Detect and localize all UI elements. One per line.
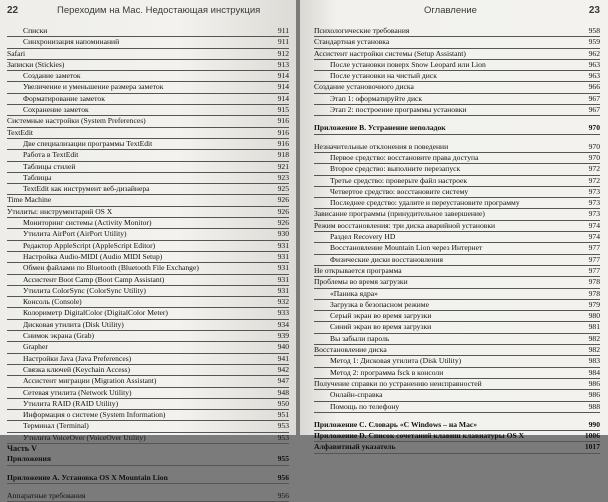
toc-entry-page: 931 — [277, 251, 289, 261]
toc-entry — [7, 297, 289, 308]
toc-entry — [314, 420, 600, 431]
toc-entry-title: Обмен файлами по Bluetooth (Bluetooth File Exchange) — [23, 263, 199, 273]
toc-entry-title: Редактор AppleScript (AppleScript Editor) — [23, 240, 156, 250]
toc-entry-title: TextEdit как инструмент веб-дизайнера — [23, 184, 150, 194]
toc-entry-page: 911 — [277, 26, 289, 35]
toc-entry — [314, 94, 600, 105]
toc-entry-page: 977 — [588, 254, 600, 264]
toc-entry-page: 981 — [588, 322, 600, 332]
toc-entry-title: Приложение А. Установка OS X Mountain Lion — [7, 472, 168, 482]
toc-entry — [7, 491, 289, 502]
toc-entry — [314, 311, 600, 322]
toc-entry-page: 978 — [588, 277, 600, 287]
toc-entry — [7, 308, 289, 319]
toc-entry — [7, 444, 289, 454]
toc-entry-title: Сетевая утилита (Network Utility) — [23, 387, 132, 397]
toc-entry-title: Не открывается программа — [314, 265, 402, 275]
toc-entry-page: 921 — [277, 161, 289, 171]
toc-entry — [7, 466, 289, 473]
toc-entry-title: Мониторинг системы (Activity Monitor) — [23, 218, 152, 228]
toc-right-column — [314, 26, 600, 454]
toc-entry-page: 914 — [277, 82, 289, 92]
toc-entry — [7, 342, 289, 353]
toc-entry-page: 941 — [277, 353, 289, 363]
toc-entry-title: Этап 1: оформатируйте диск — [330, 93, 423, 103]
toc-entry — [7, 388, 289, 399]
toc-entry-title: Часть V — [7, 443, 38, 453]
toc-entry-title: Ассистент Boot Camp (Boot Camp Assistant) — [23, 274, 165, 284]
toc-entry-page: 977 — [588, 243, 600, 253]
toc-entry-page: 973 — [588, 186, 600, 196]
toc-entry-title: Создание установочного диска — [314, 82, 414, 92]
toc-entry-title: Связка ключей (Keychain Access) — [23, 364, 131, 374]
toc-entry-page: 939 — [277, 331, 289, 341]
toc-entry-page: 984 — [588, 367, 600, 377]
toc-entry — [7, 433, 289, 444]
toc-entry — [7, 71, 289, 82]
toc-entry-title: Приложение D. Список сочетаний клавиш клавиатуры OS X — [314, 431, 525, 441]
toc-entry-page: 1017 — [584, 442, 600, 452]
toc-entry — [7, 195, 289, 206]
toc-entry-title: Четвертое средство: восстановите систему — [330, 186, 469, 196]
right-page — [300, 0, 608, 452]
toc-entry-page: 931 — [277, 274, 289, 284]
toc-entry-page: 979 — [588, 299, 600, 309]
toc-entry — [314, 221, 600, 232]
toc-entry-page: 982 — [588, 333, 600, 343]
toc-entry-page: 915 — [277, 105, 289, 115]
toc-entry-page: 956 — [277, 490, 289, 500]
toc-entry — [314, 390, 600, 401]
toc-entry-page: 933 — [277, 308, 289, 318]
toc-entry — [314, 431, 600, 442]
toc-entry — [314, 379, 600, 390]
toc-entry-page: 983 — [588, 356, 600, 366]
toc-entry-page: 926 — [277, 206, 289, 216]
toc-entry — [7, 275, 289, 286]
toc-entry-title: Раздел Recovery HD — [330, 232, 396, 242]
left-page-number: 22 — [7, 5, 19, 16]
toc-entry — [314, 71, 600, 82]
toc-entry — [7, 331, 289, 342]
toc-entry-page: 958 — [588, 26, 600, 35]
toc-entry-page: 973 — [588, 209, 600, 219]
toc-entry-page: 950 — [277, 398, 289, 408]
toc-entry — [314, 368, 600, 379]
toc-entry-page: 972 — [588, 164, 600, 174]
toc-entry-page: 970 — [588, 123, 600, 133]
toc-entry — [314, 82, 600, 93]
toc-entry-title: Создание заметок — [23, 71, 81, 81]
toc-entry — [7, 139, 289, 150]
toc-entry-page: 967 — [588, 105, 600, 115]
toc-entry-title: Приложение С. Словарь «С Windows – на Mac» — [314, 419, 478, 429]
toc-entry-page: 911 — [277, 37, 289, 47]
toc-entry-title: Time Machine — [7, 195, 52, 205]
toc-entry-page: 948 — [277, 387, 289, 397]
toc-entry-title: Этап 2: построение программы установки — [330, 105, 467, 115]
toc-entry-title: Синий экран во время загрузки — [330, 322, 432, 332]
toc-entry-title: Метод 2: программа fsck в консоли — [330, 367, 444, 377]
toc-entry-title: Ассистент настройки системы (Setup Assistant) — [314, 48, 466, 58]
toc-entry — [314, 322, 600, 333]
toc-entry-title: Утилита AirPort (AirPort Utility) — [23, 229, 127, 239]
toc-entry-page: 963 — [588, 59, 600, 69]
toc-entry-title: Загрузка в безопасном режиме — [330, 299, 429, 309]
toc-entry-title: Дисковая утилита (Disk Utility) — [23, 319, 124, 329]
toc-entry-page: 916 — [277, 138, 289, 148]
toc-entry — [314, 289, 600, 300]
toc-entry — [314, 49, 600, 60]
toc-entry — [314, 255, 600, 266]
toc-entry-title: Алфавитный указатель — [314, 442, 396, 452]
toc-entry-page: 972 — [588, 175, 600, 185]
toc-entry-page: 916 — [277, 116, 289, 126]
toc-entry-page: 970 — [588, 152, 600, 162]
toc-entry — [314, 135, 600, 142]
toc-entry — [7, 376, 289, 387]
toc-entry-page: 931 — [277, 263, 289, 273]
toc-entry-title: Восстановление диска — [314, 345, 387, 355]
toc-entry-title: Записки (Stickies) — [7, 59, 65, 69]
toc-entry-title: Снимок экрана (Grab) — [23, 331, 95, 341]
toc-entry — [314, 402, 600, 413]
toc-entry-title: Стандартная установка — [314, 37, 390, 47]
toc-entry — [314, 413, 600, 420]
toc-entry-title: Незначительные отклонения в поведении — [314, 141, 449, 151]
toc-entry-title: После установки поверх Snow Leopard или Lion — [330, 59, 486, 69]
toc-entry — [7, 454, 289, 465]
toc-entry-title: Таблицы стилей — [23, 161, 76, 171]
toc-entry-page: 923 — [277, 172, 289, 182]
toc-entry-title: Вы забыли пароль — [330, 333, 390, 343]
toc-entry — [7, 354, 289, 365]
toc-entry-title: Утилита ColorSync (ColorSync Utility) — [23, 285, 146, 295]
toc-entry-title: Первое средство: восстановите права доступа — [330, 152, 479, 162]
toc-entry — [314, 356, 600, 367]
toc-entry-page: 988 — [588, 401, 600, 411]
toc-entry-page: 974 — [588, 220, 600, 230]
toc-entry — [7, 173, 289, 184]
toc-entry-page: 918 — [277, 150, 289, 160]
toc-entry-title: Приложение В. Устранение неполадок — [314, 123, 446, 133]
toc-entry-page: 974 — [588, 232, 600, 242]
toc-entry — [314, 187, 600, 198]
toc-entry-title: Работа в TextEdit — [23, 150, 79, 160]
toc-entry-page: 914 — [277, 93, 289, 103]
toc-entry-page: 912 — [277, 48, 289, 58]
toc-entry-page: 963 — [588, 71, 600, 81]
toc-entry-page: 973 — [588, 198, 600, 208]
toc-entry-title: Режим восстановления: три диска аварийной установки — [314, 220, 496, 230]
toc-entry-title: Получение справки по устранению неисправностей — [314, 378, 482, 388]
toc-entry-title: Консоль (Console) — [23, 297, 82, 307]
toc-entry — [7, 26, 289, 37]
toc-entry-page: 962 — [588, 48, 600, 58]
toc-entry-page: 931 — [277, 285, 289, 295]
toc-entry — [314, 345, 600, 356]
toc-entry-title: Настройки Java (Java Preferences) — [23, 353, 132, 363]
toc-entry — [314, 123, 600, 134]
toc-entry-page: 916 — [277, 127, 289, 137]
right-page-header — [314, 5, 600, 19]
toc-entry — [7, 37, 289, 48]
toc-entry — [314, 243, 600, 254]
toc-entry-page: 959 — [588, 37, 600, 47]
toc-entry-title: TextEdit — [7, 127, 34, 137]
toc-entry — [7, 229, 289, 240]
toc-entry-title: Настройка Audio-MIDI (Audio MIDI Setup) — [23, 251, 163, 261]
toc-entry-title: Safari — [7, 48, 26, 58]
toc-entry-title: Таблицы — [23, 172, 52, 182]
toc-entry — [314, 209, 600, 220]
toc-entry-title: Третье средство: проверьте файл настроек — [330, 175, 468, 185]
toc-entry-title: Последнее средство: удалите и переустановите программу — [330, 198, 520, 208]
toc-entry-page: 926 — [277, 218, 289, 228]
toc-entry — [7, 263, 289, 274]
toc-entry — [7, 116, 289, 127]
toc-entry-title: Увеличение и уменьшение размера заметок — [23, 82, 164, 92]
toc-entry-page: 967 — [588, 93, 600, 103]
toc-entry — [314, 334, 600, 345]
left-running-head: Переходим на Mac. Недостающая инструкция — [57, 5, 261, 16]
toc-entry-title: «Паника ядра» — [330, 288, 378, 298]
toc-entry-title: Синхронизация напоминаний — [23, 37, 120, 47]
toc-entry-title: Утилита RAID (RAID Utility) — [23, 398, 119, 408]
toc-entry-title: Физические диски восстановления — [330, 254, 444, 264]
toc-entry-title: Восстановление Mountain Lion через Интернет — [330, 243, 483, 253]
toc-entry — [7, 241, 289, 252]
toc-entry — [7, 49, 289, 60]
toc-entry — [314, 37, 600, 48]
toc-entry-title: Форматирование заметок — [23, 93, 105, 103]
toc-entry-title: Метод 1: Дисковая утилита (Disk Utility) — [330, 356, 462, 366]
toc-entry — [314, 266, 600, 277]
toc-entry — [7, 184, 289, 195]
toc-entry-page: 931 — [277, 240, 289, 250]
toc-entry-page: 953 — [277, 421, 289, 431]
toc-entry — [314, 142, 600, 153]
toc-entry-page: 980 — [588, 311, 600, 321]
toc-entry — [314, 26, 600, 37]
toc-entry-title: Аппаратные требования — [7, 490, 86, 500]
toc-entry-page: 932 — [277, 297, 289, 307]
toc-entry-title: После установки на чистый диск — [330, 71, 437, 81]
toc-entry — [7, 162, 289, 173]
toc-entry — [7, 473, 289, 484]
toc-entry-title: Зависание программы (принудительное завершение) — [314, 209, 485, 219]
toc-entry-page: 1006 — [584, 431, 600, 441]
toc-entry-page: 970 — [588, 141, 600, 151]
toc-entry-title: Две специализации программы TextEdit — [23, 138, 153, 148]
toc-entry-page: 953 — [277, 432, 289, 442]
left-page — [0, 0, 296, 500]
toc-entry-page: 914 — [277, 71, 289, 81]
toc-entry — [314, 153, 600, 164]
toc-entry — [7, 60, 289, 71]
toc-entry — [314, 442, 600, 453]
right-running-head: Оглавление — [424, 5, 477, 16]
toc-entry-page: 990 — [588, 419, 600, 429]
toc-left-column — [7, 26, 289, 502]
toc-entry-page: 966 — [588, 82, 600, 92]
toc-entry-title: Списки — [23, 26, 48, 35]
toc-entry — [314, 198, 600, 209]
toc-entry-title: Ассистент миграции (Migration Assistant) — [23, 376, 157, 386]
toc-entry-page: 940 — [277, 342, 289, 352]
toc-entry — [7, 128, 289, 139]
toc-entry — [314, 60, 600, 71]
toc-entry — [7, 484, 289, 491]
toc-entry — [7, 105, 289, 116]
toc-entry — [314, 116, 600, 123]
toc-entry — [7, 252, 289, 263]
toc-entry — [7, 320, 289, 331]
toc-entry-title: Психологические требования — [314, 26, 410, 35]
toc-entry-page: 978 — [588, 288, 600, 298]
toc-entry-title: Системные настройки (System Preferences) — [7, 116, 146, 126]
toc-entry-title: Утилиты: инструментарий OS X — [7, 206, 113, 216]
toc-entry — [7, 150, 289, 161]
toc-entry-page: 926 — [277, 195, 289, 205]
toc-entry — [7, 365, 289, 376]
toc-entry — [7, 82, 289, 93]
toc-entry — [7, 399, 289, 410]
toc-entry-page: 955 — [277, 454, 289, 464]
toc-entry — [314, 300, 600, 311]
toc-entry-page: 947 — [277, 376, 289, 386]
toc-entry-page: 956 — [277, 472, 289, 482]
toc-entry-page: 951 — [277, 410, 289, 420]
toc-entry — [7, 421, 289, 432]
toc-entry-title: Проблемы во время загрузки — [314, 277, 408, 287]
toc-entry-title: Онлайн-справка — [330, 390, 383, 400]
toc-entry-page: 977 — [588, 265, 600, 275]
toc-entry-title: Серый экран во время загрузки — [330, 311, 432, 321]
toc-entry-title: Утилита VoiceOver (VoiceOver Utility) — [23, 432, 146, 442]
toc-entry — [7, 218, 289, 229]
toc-entry — [314, 277, 600, 288]
toc-entry — [314, 164, 600, 175]
toc-entry-page: 986 — [588, 378, 600, 388]
toc-entry — [7, 410, 289, 421]
toc-entry — [314, 232, 600, 243]
toc-entry-page: 930 — [277, 229, 289, 239]
toc-entry-page: 982 — [588, 345, 600, 355]
toc-entry — [7, 94, 289, 105]
right-page-number: 23 — [588, 5, 600, 16]
toc-entry-title: Терминал (Terminal) — [23, 421, 89, 431]
toc-entry-page: 934 — [277, 319, 289, 329]
toc-entry-title: Приложения — [7, 454, 52, 464]
toc-entry-page: 986 — [588, 390, 600, 400]
toc-entry-title: Grapher — [23, 342, 48, 352]
toc-entry-title: Второе средство: выполните перезапуск — [330, 164, 461, 174]
left-page-header — [7, 5, 289, 19]
toc-entry-title: Помощь по телефону — [330, 401, 400, 411]
toc-entry — [314, 105, 600, 116]
toc-entry-title: Сохранение заметок — [23, 105, 89, 115]
toc-entry-page: 925 — [277, 184, 289, 194]
toc-entry-page: 942 — [277, 364, 289, 374]
toc-entry — [314, 176, 600, 187]
toc-entry-title: Информация о системе (System Information) — [23, 410, 166, 420]
toc-entry-page: 913 — [277, 59, 289, 69]
toc-entry — [7, 286, 289, 297]
toc-entry — [7, 207, 289, 218]
toc-entry-title: Колориметр DigitalColor (DigitalColor Meter) — [23, 308, 168, 318]
